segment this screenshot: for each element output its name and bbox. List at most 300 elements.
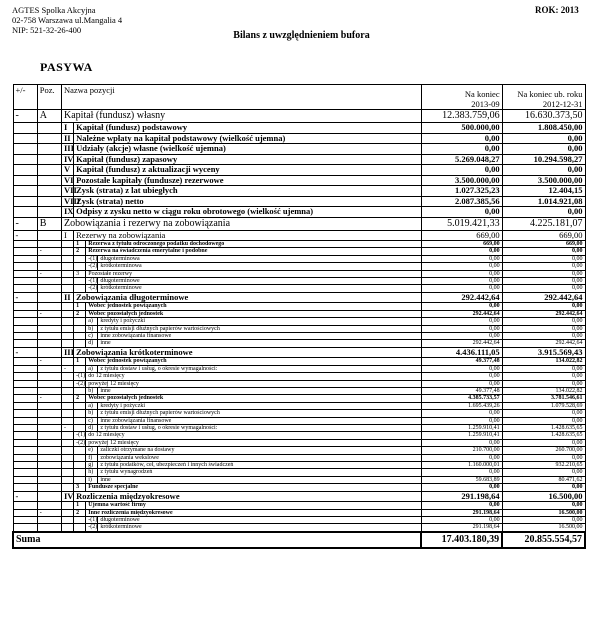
row-current: 0,00 — [421, 207, 502, 218]
table-row — [13, 310, 585, 317]
row-previous: 0,00 — [502, 380, 585, 387]
row-code: a) — [86, 365, 98, 372]
row-current: 12.383.759,06 — [421, 110, 502, 123]
row-name: Kapitał (fundusz) zapasowy — [74, 154, 422, 165]
row-sign: - — [13, 292, 37, 303]
row-previous: 16.500,00 — [502, 524, 585, 532]
table-row — [13, 373, 585, 380]
row-code: III — [62, 144, 74, 155]
row-name: Inne rozliczenia międzyokresowe — [86, 509, 422, 516]
row-current: 669,00 — [421, 241, 502, 248]
row-name: z tytułu dostaw i usług, o okresie wymagalności: — [98, 365, 421, 372]
row-previous: 10.294.598,27 — [502, 154, 585, 165]
row-code: -(1) — [86, 255, 98, 262]
row-sign: - — [13, 230, 37, 241]
row-current: 0,00 — [421, 516, 502, 523]
row-name: Kapitał (fundusz) własny — [62, 110, 422, 123]
company-address: 02-758 Warszawa ul.Mangalia 4 — [12, 15, 123, 25]
row-sign — [62, 454, 74, 461]
row-sign — [62, 524, 74, 532]
row-code: -(1) — [86, 516, 98, 523]
row-current: 0,00 — [421, 248, 502, 255]
row-current: 1.027.325,23 — [421, 186, 502, 197]
row-sign — [62, 469, 74, 476]
row-name: Ujemna wartość firmy — [86, 502, 422, 509]
row-current: 0,00 — [421, 417, 502, 424]
row-previous: 3.781.546,61 — [502, 395, 585, 402]
row-current: 0,00 — [421, 325, 502, 332]
section-title: PASYWA — [40, 60, 93, 74]
row-current: 0,00 — [421, 270, 502, 277]
row-sign — [62, 447, 74, 454]
table-row — [13, 186, 585, 197]
row-previous: 0,00 — [502, 278, 585, 285]
table-row — [13, 217, 585, 230]
row-previous: 0,00 — [502, 144, 585, 155]
table-row — [13, 263, 585, 270]
row-current: 292.442,64 — [421, 310, 502, 317]
row-code: I — [62, 230, 74, 241]
row-sign — [13, 165, 37, 176]
row-code: 3 — [74, 484, 86, 491]
row-code: d) — [86, 424, 98, 431]
row-sign — [13, 154, 37, 165]
row-previous: 0,00 — [502, 454, 585, 461]
row-name: zaliczki otrzymane na dostawy — [98, 447, 421, 454]
row-name: inne zobowiązania finansowe — [98, 332, 421, 339]
table-row — [13, 110, 585, 123]
row-previous: 669,00 — [502, 241, 585, 248]
row-current: 291.198,64 — [421, 524, 502, 532]
row-name: Kapitał (fundusz) z aktualizacji wyceny — [74, 165, 422, 176]
row-name: długoterminowa — [98, 255, 421, 262]
row-previous: 0,00 — [502, 207, 585, 218]
table-header — [13, 85, 585, 110]
company-name: AGTES Spolka Akcyjna — [12, 5, 96, 15]
row-previous: 12.404,15 — [502, 186, 585, 197]
header-poz: Poz. — [37, 85, 61, 110]
row-previous: 16.630.373,50 — [502, 110, 585, 123]
row-name: do 12 miesięcy — [86, 432, 422, 439]
row-sign — [37, 502, 61, 509]
table-row — [13, 196, 585, 207]
row-sign — [37, 484, 61, 491]
row-name: powyżej 12 miesięcy — [86, 380, 422, 387]
table-row — [13, 447, 585, 454]
row-code: a) — [86, 318, 98, 325]
table-row — [13, 230, 585, 241]
table-row — [13, 270, 585, 277]
row-code: III — [62, 347, 74, 358]
row-previous: 0,00 — [502, 502, 585, 509]
row-code: VI — [62, 175, 74, 186]
row-name: kredyty i pożyczki — [98, 318, 421, 325]
row-previous: 0,00 — [502, 373, 585, 380]
table-row — [13, 365, 585, 372]
table-row — [13, 516, 585, 523]
row-previous: 1.428.635,65 — [502, 432, 585, 439]
company-nip: NIP: 521-32-26-400 — [12, 25, 82, 35]
table-row — [13, 524, 585, 532]
row-code: 3 — [74, 270, 86, 277]
row-current: 500.000,00 — [421, 123, 502, 134]
row-sign: - — [37, 310, 61, 317]
table-row — [13, 248, 585, 255]
row-code: -(2) — [86, 263, 98, 270]
row-sign: - — [37, 270, 61, 277]
table-row — [13, 417, 585, 424]
row-code: 2 — [74, 248, 86, 255]
row-previous: 0,00 — [502, 516, 585, 523]
row-name: Zysk (strata) z lat ubiegłych — [74, 186, 422, 197]
row-name: Kapitał (fundusz) podstawowy — [74, 123, 422, 134]
row-name: Rezerwy na zobowiązania — [74, 230, 422, 241]
row-previous: 0,00 — [502, 332, 585, 339]
row-previous: 932.210,65 — [502, 461, 585, 468]
row-current: 210.700,00 — [421, 447, 502, 454]
row-current: 1.259.910,41 — [421, 424, 502, 431]
row-previous: 0,00 — [502, 365, 585, 372]
row-code: f) — [86, 454, 98, 461]
row-sign — [62, 325, 74, 332]
table-row — [13, 454, 585, 461]
row-previous: 0,00 — [502, 285, 585, 292]
row-name: zobowiązania wekslowe — [98, 454, 421, 461]
page-title: Bilans z uwzględnieniem bufora — [233, 30, 370, 41]
total-label: Suma — [13, 532, 421, 548]
row-current: 0,00 — [421, 285, 502, 292]
row-code: c) — [86, 332, 98, 339]
row-current: 0,00 — [421, 255, 502, 262]
row-sign — [62, 410, 74, 417]
row-current: 0,00 — [421, 469, 502, 476]
row-sign: - — [62, 424, 74, 431]
row-name: z tytułu emisji dłużnych papierów wartościowych — [98, 325, 421, 332]
row-sign — [62, 402, 74, 409]
row-current: 0,00 — [421, 380, 502, 387]
row-current: 49.377,48 — [421, 387, 502, 394]
row-current: 1.160.000,01 — [421, 461, 502, 468]
table-row — [13, 144, 585, 155]
balance-table — [12, 84, 586, 549]
table-row — [13, 325, 585, 332]
table-row — [13, 476, 585, 483]
table-row — [13, 484, 585, 491]
table-row — [13, 424, 585, 431]
row-name: inne zobowiązania finansowe — [98, 417, 421, 424]
row-code: 1 — [74, 241, 86, 248]
table-row — [13, 133, 585, 144]
row-previous: 292.442,64 — [502, 340, 585, 347]
row-previous: 0,00 — [502, 318, 585, 325]
row-name: Pozostałe rezerwy — [86, 270, 422, 277]
row-code: 2 — [74, 395, 86, 402]
row-current: 5.019.421,33 — [421, 217, 502, 230]
row-code: i) — [86, 476, 98, 483]
row-sign — [62, 387, 74, 394]
table-row — [13, 461, 585, 468]
row-code: -(2) — [74, 439, 86, 446]
row-previous: 292.442,64 — [502, 292, 585, 303]
row-code: b) — [86, 410, 98, 417]
row-current: 292.442,64 — [421, 340, 502, 347]
table-row — [13, 402, 585, 409]
row-current: 0,00 — [421, 318, 502, 325]
row-code: a) — [86, 402, 98, 409]
row-name: inne — [98, 340, 421, 347]
row-previous: 1.428.635,65 — [502, 424, 585, 431]
row-name: z tytułu podatków, ceł, ubezpieczeń i innych świadczeń — [98, 461, 421, 468]
row-sign — [62, 332, 74, 339]
row-sign — [37, 303, 61, 310]
row-previous: 669,00 — [502, 230, 585, 241]
row-name: inne — [98, 387, 421, 394]
table-row — [13, 439, 585, 446]
row-current: 0,00 — [421, 454, 502, 461]
row-current: 0,00 — [421, 373, 502, 380]
header-current: Na koniec 2013-09 — [421, 85, 502, 110]
table-row — [13, 387, 585, 394]
row-sign: - — [37, 509, 61, 516]
row-code: A — [37, 110, 61, 123]
row-previous: 0,00 — [502, 165, 585, 176]
row-code: V — [62, 165, 74, 176]
row-previous: 4.225.181,07 — [502, 217, 585, 230]
row-previous: 1.079.528,69 — [502, 402, 585, 409]
row-sign: - — [37, 358, 61, 365]
row-name: Udziały (akcje) własne (wielkość ujemna) — [74, 144, 422, 155]
row-name: Wobec pozostałych jednostek — [86, 395, 422, 402]
row-current: 1.259.910,41 — [421, 432, 502, 439]
row-name: Rezerwa z tytułu odroczonego podatku dochodowego — [86, 241, 422, 248]
row-code: c) — [86, 417, 98, 424]
row-name: Wobec jednostek powiązanych — [86, 303, 422, 310]
row-previous: 0,00 — [502, 255, 585, 262]
row-code: IV — [62, 491, 74, 502]
row-previous: 1.808.450,00 — [502, 123, 585, 134]
row-sign — [62, 318, 74, 325]
row-sign — [13, 144, 37, 155]
row-current: 292.442,64 — [421, 292, 502, 303]
row-name: powyżej 12 miesięcy — [86, 439, 422, 446]
row-current: 49.377,48 — [421, 358, 502, 365]
row-previous: 0,00 — [502, 248, 585, 255]
row-name: krótkoterminowe — [98, 524, 421, 532]
table-row — [13, 502, 585, 509]
row-code: IX — [62, 207, 74, 218]
table-row — [13, 292, 585, 303]
row-name: krótkoterminowe — [98, 285, 421, 292]
row-name: do 12 miesięcy — [86, 373, 422, 380]
row-code: 1 — [74, 303, 86, 310]
table-row — [13, 509, 585, 516]
row-current: 0,00 — [421, 133, 502, 144]
row-previous: 0,00 — [502, 410, 585, 417]
row-name: Odpisy z zysku netto w ciągu roku obrotowego (wielkość ujemna) — [74, 207, 422, 218]
row-code: VIII — [62, 196, 74, 207]
table-row — [13, 358, 585, 365]
row-code: IV — [62, 154, 74, 165]
row-code: -(1) — [74, 373, 86, 380]
row-current: 4.385.733,57 — [421, 395, 502, 402]
row-code: II — [62, 292, 74, 303]
row-current: 291.198,64 — [421, 509, 502, 516]
row-name: Zobowiązania długoterminowe — [74, 292, 422, 303]
row-name: Zobowiązania i rezerwy na zobowiązania — [62, 217, 422, 230]
row-current: 4.436.111,05 — [421, 347, 502, 358]
row-previous: 3.500.000,00 — [502, 175, 585, 186]
row-sign: - — [13, 491, 37, 502]
row-current: 0,00 — [421, 303, 502, 310]
row-previous: 0,00 — [502, 484, 585, 491]
row-sign — [62, 461, 74, 468]
row-sign: - — [37, 248, 61, 255]
row-code: 1 — [74, 358, 86, 365]
row-code: -(2) — [86, 524, 98, 532]
table-row — [13, 255, 585, 262]
row-sign: - — [13, 110, 37, 123]
row-name: Rozliczenia międzyokresowe — [74, 491, 422, 502]
row-code: -(2) — [86, 285, 98, 292]
row-sign — [62, 417, 74, 424]
table-row — [13, 175, 585, 186]
row-previous: 0,00 — [502, 439, 585, 446]
row-sign — [13, 175, 37, 186]
row-current: 2.087.385,56 — [421, 196, 502, 207]
row-code: -(1) — [86, 278, 98, 285]
row-current: 0,00 — [421, 144, 502, 155]
table-row — [13, 432, 585, 439]
row-name: Rezerwa na świadczenia emerytalne i podobne — [86, 248, 422, 255]
table-row — [13, 395, 585, 402]
row-current: 5.269.048,27 — [421, 154, 502, 165]
row-code: -(1) — [74, 432, 86, 439]
row-code: B — [37, 217, 61, 230]
row-name: z tytułu dostaw i usług, o okresie wymagalności: — [98, 424, 421, 431]
row-sign: - — [13, 347, 37, 358]
row-name: długoterminowe — [98, 516, 421, 523]
row-code: e) — [86, 447, 98, 454]
row-name: długoterminowe — [98, 278, 421, 285]
row-code: b) — [86, 387, 98, 394]
total-row — [13, 532, 585, 548]
table-row — [13, 380, 585, 387]
row-code: d) — [86, 340, 98, 347]
row-name: Zysk (strata) netto — [74, 196, 422, 207]
row-previous: 0,00 — [502, 417, 585, 424]
row-sign — [13, 196, 37, 207]
row-current: 0,00 — [421, 278, 502, 285]
row-current: 0,00 — [421, 332, 502, 339]
header-sign: +/- — [13, 85, 37, 110]
table-row — [13, 347, 585, 358]
row-sign — [62, 516, 74, 523]
row-name: kredyty i pożyczki — [98, 402, 421, 409]
row-current: 3.500.000,00 — [421, 175, 502, 186]
row-sign — [13, 133, 37, 144]
row-previous: 80.471,62 — [502, 476, 585, 483]
row-sign — [13, 207, 37, 218]
row-sign: - — [37, 395, 61, 402]
row-previous: 1.014.921,08 — [502, 196, 585, 207]
row-previous: 0,00 — [502, 133, 585, 144]
row-previous: 16.500,00 — [502, 491, 585, 502]
total-previous: 20.855.554,57 — [502, 532, 585, 548]
row-sign — [62, 278, 74, 285]
row-name: z tytułu wynagrodzeń — [98, 469, 421, 476]
row-code: 2 — [74, 310, 86, 317]
total-current: 17.403.180,39 — [421, 532, 502, 548]
row-name: Należne wpłaty na kapitał podstawowy (wielkość ujemna) — [74, 133, 422, 144]
table-row — [13, 154, 585, 165]
row-current: 669,00 — [421, 230, 502, 241]
row-name: inne — [98, 476, 421, 483]
row-sign: - — [13, 217, 37, 230]
header-previous: Na koniec ub. roku 2012-12-31 — [502, 85, 585, 110]
row-current: 0,00 — [421, 502, 502, 509]
row-previous: 292.442,64 — [502, 310, 585, 317]
row-sign — [62, 263, 74, 270]
row-code: h) — [86, 469, 98, 476]
row-name: Wobec jednostek powiązanych — [86, 358, 422, 365]
row-code: b) — [86, 325, 98, 332]
row-name: Pozostałe kapitały (fundusze) rezerwowe — [74, 175, 422, 186]
table-row — [13, 241, 585, 248]
row-current: 291.198,64 — [421, 491, 502, 502]
row-previous: 134.022,82 — [502, 358, 585, 365]
row-sign: - — [62, 365, 74, 372]
table-row — [13, 278, 585, 285]
table-row — [13, 410, 585, 417]
table-row — [13, 469, 585, 476]
table-row — [13, 123, 585, 134]
row-name: Fundusze specjalne — [86, 484, 422, 491]
row-name: krótkoterminowa — [98, 263, 421, 270]
row-previous: 0,00 — [502, 303, 585, 310]
row-current: 0,00 — [421, 484, 502, 491]
row-code: II — [62, 133, 74, 144]
row-sign — [37, 241, 61, 248]
row-current: 0,00 — [421, 439, 502, 446]
row-current: 0,00 — [421, 365, 502, 372]
row-name: z tytułu emisji dłużnych papierów wartościowych — [98, 410, 421, 417]
row-previous: 0,00 — [502, 325, 585, 332]
row-previous: 3.915.569,43 — [502, 347, 585, 358]
year-label: ROK: 2013 — [535, 5, 579, 15]
table-row — [13, 165, 585, 176]
row-code: I — [62, 123, 74, 134]
row-previous: 260.700,00 — [502, 447, 585, 454]
table-row — [13, 318, 585, 325]
row-previous: 16.500,00 — [502, 509, 585, 516]
row-previous: 0,00 — [502, 469, 585, 476]
row-previous: 0,00 — [502, 270, 585, 277]
row-previous: 0,00 — [502, 263, 585, 270]
row-sign — [62, 476, 74, 483]
row-current: 0,00 — [421, 165, 502, 176]
table-row — [13, 303, 585, 310]
row-sign — [13, 186, 37, 197]
row-code: 2 — [74, 509, 86, 516]
row-current: 1.695.439,26 — [421, 402, 502, 409]
row-current: 0,00 — [421, 263, 502, 270]
table-row — [13, 207, 585, 218]
row-code: -(2) — [74, 380, 86, 387]
header-name: Nazwa pozycji — [62, 85, 422, 110]
row-name: Wobec pozostałych jednostek — [86, 310, 422, 317]
table-row — [13, 491, 585, 502]
row-current: 0,00 — [421, 410, 502, 417]
